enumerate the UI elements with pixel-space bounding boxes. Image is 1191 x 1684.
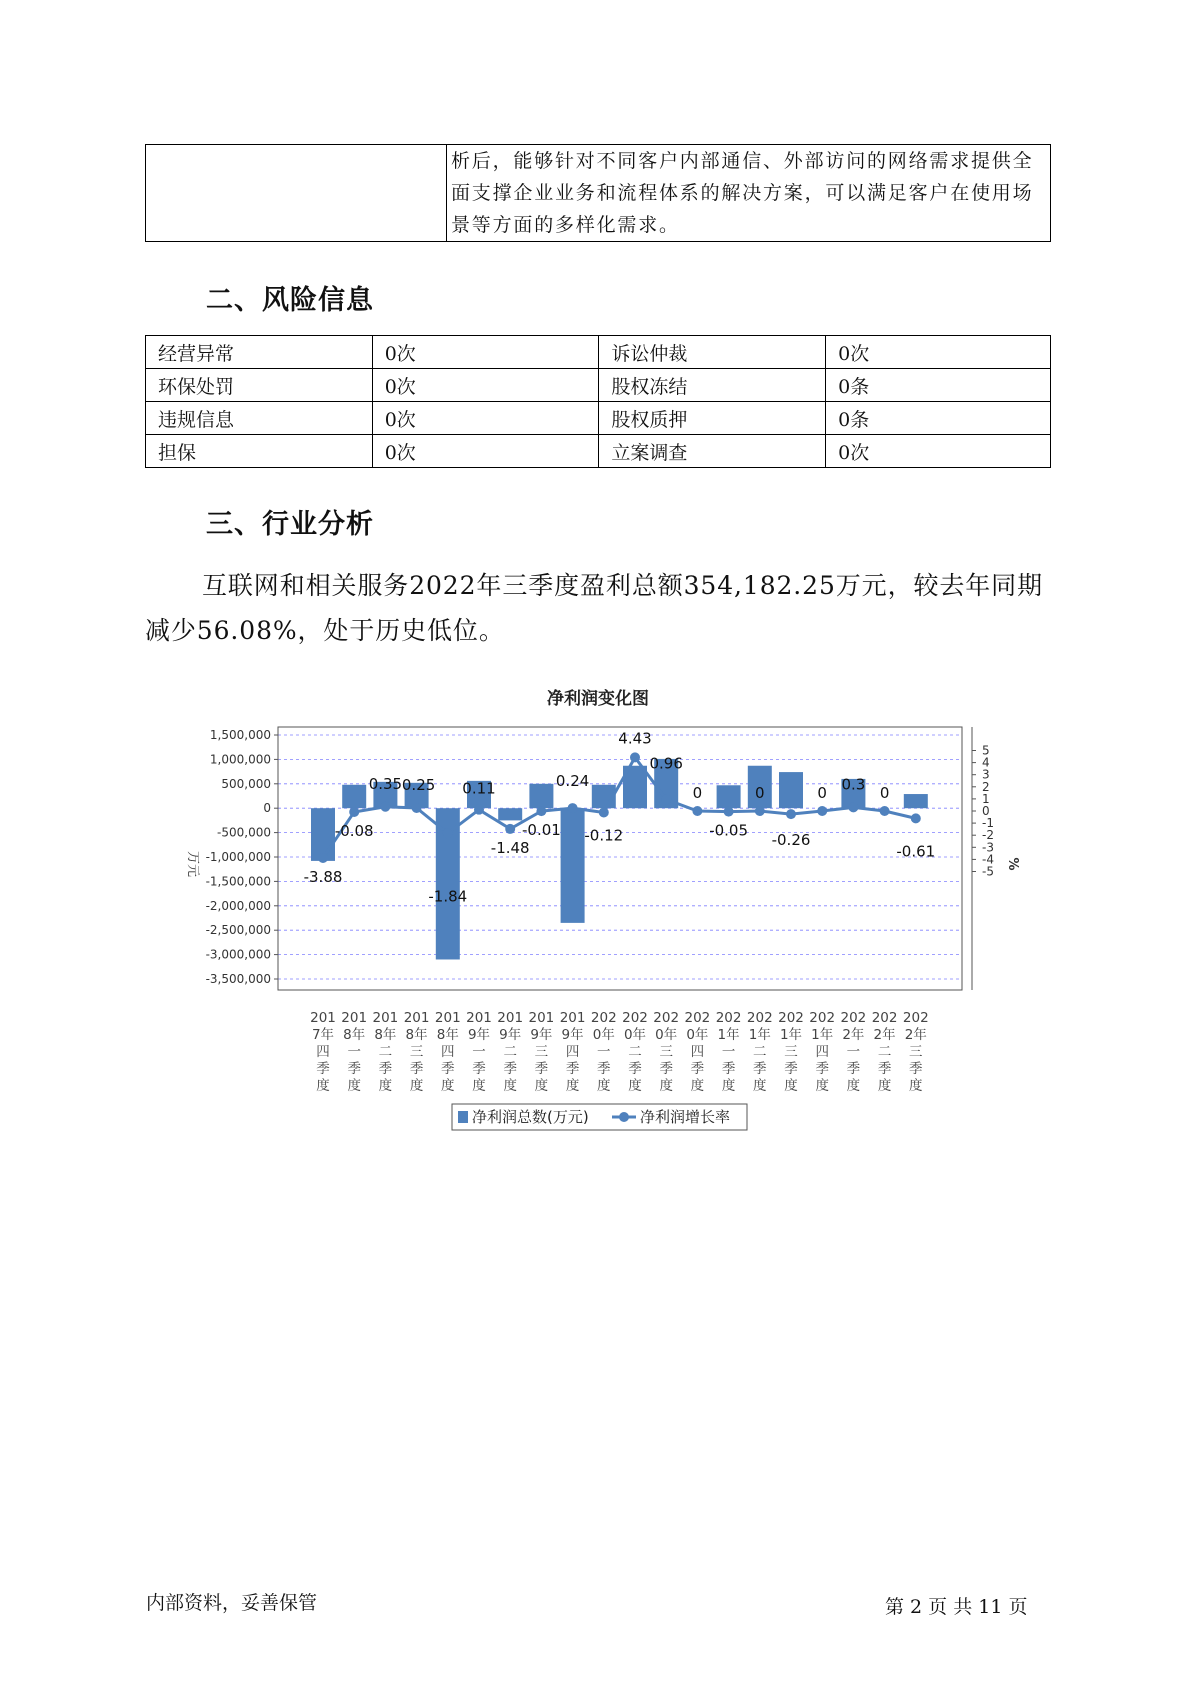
x-tick-label-part: 季 <box>472 1061 486 1077</box>
x-tick-label-part: 8年 <box>405 1027 428 1043</box>
data-label: 0.25 <box>401 775 436 794</box>
left-tick-label: 1,500,000 <box>209 728 271 742</box>
x-tick-label-part: 季 <box>628 1061 642 1077</box>
x-tick-label-part: 201 <box>310 1010 336 1026</box>
x-tick-label-part: 一 <box>472 1044 486 1060</box>
x-tick-label-part: 9年 <box>530 1027 553 1043</box>
data-label: 0 <box>817 784 827 802</box>
x-tick-label-part: 度 <box>441 1078 455 1094</box>
data-label: 0.3 <box>841 775 866 794</box>
x-tick-label-part: 202 <box>622 1010 648 1026</box>
x-tick-label-part: 季 <box>347 1061 361 1077</box>
line-point <box>786 809 796 819</box>
x-tick-label-part: 201 <box>559 1010 586 1026</box>
x-tick-label <box>497 1010 523 1094</box>
x-tick-label-part: 季 <box>534 1061 549 1077</box>
x-tick-label-part: 度 <box>378 1078 393 1094</box>
risk-value: 0次 <box>826 435 1051 468</box>
risk-label: 立案调查 <box>599 435 826 468</box>
x-tick-label <box>809 1010 835 1094</box>
right-tick-label: 4 <box>982 755 990 770</box>
x-tick-label-part: 一 <box>721 1044 736 1060</box>
bar <box>561 808 585 923</box>
x-tick-label-part: 季 <box>690 1061 705 1077</box>
risk-value: 0次 <box>372 435 599 468</box>
x-tick-label-part: 1年 <box>748 1027 771 1043</box>
x-tick-label-part: 季 <box>909 1061 923 1077</box>
x-tick-label-part: 8年 <box>374 1027 397 1043</box>
x-tick-label-part: 度 <box>815 1078 829 1094</box>
x-tick-label-part: 0年 <box>655 1027 678 1043</box>
x-tick-label-part: 一 <box>347 1044 361 1060</box>
data-label: -0.12 <box>584 826 624 845</box>
chart-title: 净利润变化图 <box>547 689 649 709</box>
data-label: 0 <box>879 784 890 802</box>
right-tick-label: 5 <box>982 743 990 758</box>
right-tick-label: -2 <box>982 828 994 843</box>
x-tick-label-part: 度 <box>597 1078 611 1094</box>
left-tick-label: 1,000,000 <box>209 752 271 767</box>
x-tick-label-part: 三 <box>534 1044 549 1060</box>
x-tick-label-part: 季 <box>753 1061 767 1077</box>
x-tick-label-part: 季 <box>378 1061 393 1077</box>
business-description-text: 析后，能够针对不同客户内部通信、外部访问的网络需求提供全面支撑企业业务和流程体系的解决方案，可以满足客户在使用场景等方面的多样化需求。 <box>447 145 1051 242</box>
bar <box>498 808 522 820</box>
risk-label: 担保 <box>146 435 373 468</box>
x-tick-label-part: 度 <box>409 1078 424 1094</box>
x-tick-label-part: 2年 <box>904 1027 927 1043</box>
data-label: 4.43 <box>618 729 652 748</box>
x-tick-label-part: 二 <box>378 1044 393 1060</box>
plot-area <box>278 727 962 990</box>
x-tick-label-part: 1年 <box>811 1027 834 1043</box>
x-tick-label-part: 季 <box>659 1061 673 1077</box>
line-point <box>817 806 827 816</box>
x-tick-label-part: 9年 <box>561 1027 584 1043</box>
risk-value: 0条 <box>826 402 1051 435</box>
left-tick-label: -3,000,000 <box>205 947 271 962</box>
x-tick-label-part: 1年 <box>779 1027 803 1043</box>
x-tick-label-part: 二 <box>503 1044 517 1060</box>
left-tick-label: -3,500,000 <box>205 972 271 986</box>
right-tick-label: -1 <box>982 816 994 831</box>
x-tick-label <box>778 1010 804 1094</box>
data-label: 0.24 <box>555 772 590 791</box>
x-tick-label <box>716 1010 742 1094</box>
x-tick-label-part: 0年 <box>623 1027 647 1043</box>
x-tick-label-part: 季 <box>815 1061 829 1077</box>
bar <box>779 772 803 808</box>
bar <box>717 785 741 808</box>
line-point <box>568 803 578 813</box>
risk-value: 0次 <box>372 402 599 435</box>
x-tick-label-part: 202 <box>715 1010 742 1026</box>
x-tick-label-part: 季 <box>316 1061 330 1077</box>
data-label: -0.08 <box>334 821 374 840</box>
x-tick-label-part: 202 <box>590 1010 617 1026</box>
left-axis-title: 万元 <box>185 850 200 878</box>
industry-analysis-paragraph: 互联网和相关服务2022年三季度盈利总额354,182.25万元，较去年同期减少56.08%，处于历史低位。 <box>145 571 1043 645</box>
x-tick-label-part: 201 <box>497 1010 524 1026</box>
x-tick-label-part: 季 <box>721 1061 736 1077</box>
x-tick-label-part: 季 <box>565 1061 580 1077</box>
x-tick-label-part: 一 <box>846 1044 861 1060</box>
left-tick-label: -2,000,000 <box>205 898 271 913</box>
x-tick-label-part: 202 <box>809 1010 836 1026</box>
section-title-industry: 三、行业分析 <box>206 509 374 540</box>
right-tick-label: -4 <box>982 852 994 867</box>
line-point <box>349 807 359 817</box>
left-tick-label: 500,000 <box>221 776 271 791</box>
legend-line-label: 净利润增长率 <box>640 1108 731 1126</box>
legend-bar-swatch <box>458 1111 468 1123</box>
line-point <box>880 806 890 816</box>
data-label: -1.48 <box>490 838 530 857</box>
x-tick-label-part: 度 <box>503 1078 517 1094</box>
x-tick-label-part: 8年 <box>343 1027 366 1043</box>
right-tick-label: 2 <box>982 779 990 794</box>
line-point <box>380 802 390 812</box>
x-tick-label-part: 季 <box>503 1061 517 1077</box>
data-label: -1.84 <box>428 887 468 906</box>
x-tick-label-part: 度 <box>721 1078 736 1094</box>
x-tick-label-part: 四 <box>316 1044 330 1060</box>
x-tick-label-part: 度 <box>846 1078 861 1094</box>
x-tick-label-part: 四 <box>565 1044 580 1060</box>
x-tick-label-part: 二 <box>628 1044 642 1060</box>
x-tick-label <box>341 1010 367 1094</box>
line-point <box>661 794 671 804</box>
risk-label: 违规信息 <box>146 402 373 435</box>
data-label: 0.11 <box>462 779 496 798</box>
line-point <box>505 824 515 834</box>
data-label: 0.35 <box>368 774 403 793</box>
x-tick-label <box>404 1010 430 1094</box>
x-tick-label-part: 201 <box>372 1010 399 1026</box>
x-tick-label <box>466 1010 492 1094</box>
right-tick-label: 3 <box>982 767 990 782</box>
x-tick-label-part: 度 <box>659 1078 673 1094</box>
right-tick-label: -5 <box>982 864 994 879</box>
data-label: -3.88 <box>303 867 343 886</box>
x-tick-label-part: 四 <box>815 1044 829 1060</box>
x-tick-label <box>529 1010 555 1094</box>
x-tick-label <box>435 1010 461 1094</box>
footer-page-number: 第 2 页 共 11 页 <box>885 1596 1028 1618</box>
x-tick-label-part: 201 <box>466 1010 492 1026</box>
x-tick-label-part: 二 <box>877 1044 892 1060</box>
x-tick-label-part: 202 <box>778 1010 804 1026</box>
x-tick-label <box>747 1010 773 1094</box>
right-axis-title: % <box>1005 857 1020 871</box>
x-tick-label-part: 三 <box>409 1044 424 1060</box>
right-tick-label: 1 <box>982 791 990 806</box>
x-tick-label-part: 201 <box>341 1010 368 1026</box>
x-tick-label <box>591 1010 617 1094</box>
left-tick-label: -1,500,000 <box>205 874 271 889</box>
section-title-risk: 二、风险信息 <box>206 285 374 316</box>
x-tick-label-part: 三 <box>909 1044 923 1060</box>
line-point <box>911 813 921 823</box>
risk-label: 诉讼仲裁 <box>599 336 826 369</box>
line-point <box>599 807 609 817</box>
x-tick-label-part: 季 <box>877 1061 892 1077</box>
data-label: 0 <box>692 784 703 802</box>
x-tick-label-part: 0年 <box>686 1027 709 1043</box>
x-tick-label-part: 度 <box>628 1078 642 1094</box>
x-tick-label <box>872 1010 898 1094</box>
x-tick-label <box>653 1010 679 1094</box>
risk-value: 0条 <box>826 369 1051 402</box>
x-tick-label <box>841 1010 867 1094</box>
left-tick-label: 0 <box>263 801 271 816</box>
x-tick-label-part: 202 <box>840 1010 867 1026</box>
line-point <box>443 828 453 838</box>
x-tick-label-part: 一 <box>597 1044 611 1060</box>
x-tick-label <box>685 1010 711 1094</box>
line-point <box>630 752 640 762</box>
x-tick-label <box>903 1010 929 1094</box>
x-tick-label-part: 201 <box>434 1010 461 1026</box>
x-tick-label-part: 度 <box>877 1078 892 1094</box>
x-tick-label-part: 二 <box>753 1044 767 1060</box>
x-tick-label-part: 季 <box>784 1061 798 1077</box>
x-tick-label-part: 202 <box>653 1010 680 1026</box>
left-tick-label: -1,000,000 <box>205 850 271 864</box>
line-point <box>318 853 328 863</box>
bar <box>529 784 553 808</box>
x-tick-label-part: 季 <box>441 1061 455 1077</box>
x-tick-label-part: 8年 <box>436 1027 459 1043</box>
risk-label: 经营异常 <box>146 336 373 369</box>
x-tick-label-part: 7年 <box>311 1027 335 1043</box>
legend-line-marker <box>619 1112 629 1122</box>
legend-bar-label: 净利润总数(万元) <box>472 1108 589 1126</box>
bar <box>342 785 366 808</box>
footer-confidential: 内部资料，妥善保管 <box>146 1592 318 1614</box>
x-tick-label <box>560 1010 586 1094</box>
x-tick-label-part: 季 <box>597 1061 611 1077</box>
x-tick-label-part: 季 <box>409 1061 424 1077</box>
data-label: -0.26 <box>771 831 811 850</box>
x-tick-label <box>310 1010 336 1094</box>
x-tick-label-part: 201 <box>528 1010 555 1026</box>
x-tick-label-part: 0年 <box>592 1027 615 1043</box>
line-point <box>724 807 734 817</box>
x-tick-label-part: 度 <box>690 1078 705 1094</box>
line-point <box>692 806 702 816</box>
x-tick-label-part: 度 <box>909 1078 923 1094</box>
x-tick-label-part: 1年 <box>717 1027 740 1043</box>
data-label: -0.05 <box>709 821 749 840</box>
x-tick-label-part: 三 <box>784 1044 798 1060</box>
line-point <box>848 802 858 812</box>
x-tick-label-part: 9年 <box>499 1027 522 1043</box>
data-label: -0.61 <box>896 842 936 861</box>
risk-label: 环保处罚 <box>146 369 373 402</box>
x-tick-label-part: 201 <box>403 1010 430 1026</box>
x-tick-label-part: 四 <box>441 1044 455 1060</box>
risk-value: 0次 <box>372 336 599 369</box>
data-label: -0.01 <box>521 821 561 840</box>
x-tick-label-part: 202 <box>902 1010 929 1026</box>
risk-value: 0次 <box>826 336 1051 369</box>
x-tick-label-part: 三 <box>659 1044 673 1060</box>
right-tick-label: -3 <box>982 840 994 855</box>
x-tick-label-part: 202 <box>871 1010 898 1026</box>
x-tick-label-part: 度 <box>753 1078 767 1094</box>
x-tick-label-part: 季 <box>846 1061 861 1077</box>
x-tick-label-part: 202 <box>684 1010 711 1026</box>
line-point <box>755 806 765 816</box>
left-tick-label: -500,000 <box>217 825 271 840</box>
x-tick-label-part: 度 <box>347 1078 361 1094</box>
data-label: 0.96 <box>649 754 683 773</box>
x-tick-label-part: 度 <box>534 1078 549 1094</box>
x-tick-label-part: 202 <box>746 1010 773 1026</box>
line-point <box>474 805 484 815</box>
x-tick-label-part: 四 <box>690 1044 705 1060</box>
line-point <box>412 803 422 813</box>
x-tick-label-part: 度 <box>316 1078 330 1094</box>
risk-value: 0次 <box>372 369 599 402</box>
x-tick-label-part: 2年 <box>873 1027 896 1043</box>
line-point <box>536 806 546 816</box>
x-tick-label-part: 2年 <box>842 1027 865 1043</box>
bar <box>904 794 928 808</box>
x-tick-label-part: 度 <box>565 1078 580 1094</box>
x-tick-label <box>373 1010 399 1094</box>
risk-label: 股权冻结 <box>599 369 826 402</box>
chart-legend <box>452 1104 747 1130</box>
risk-label: 股权质押 <box>599 402 826 435</box>
x-tick-label-part: 9年 <box>467 1027 491 1043</box>
left-tick-label: -2,500,000 <box>205 923 271 938</box>
data-label: 0 <box>755 784 765 802</box>
x-tick-label-part: 度 <box>472 1078 486 1094</box>
x-tick-label <box>622 1010 648 1094</box>
x-tick-label-part: 度 <box>784 1078 798 1094</box>
right-tick-label: 0 <box>982 804 990 818</box>
